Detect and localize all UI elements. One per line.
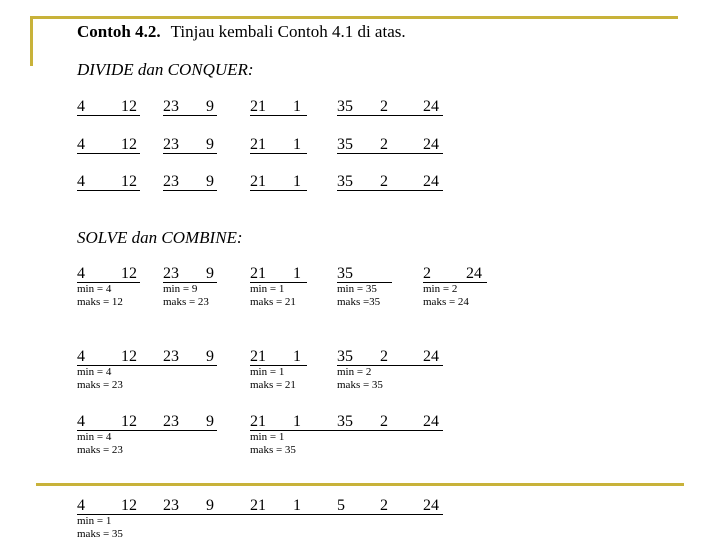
solve-number: 1 (293, 413, 301, 430)
minmax-annotation (77, 515, 123, 541)
minmax-annotation (77, 283, 123, 309)
solve-number: 35 (337, 265, 353, 282)
maks-value: maks = 23 (77, 444, 123, 456)
min-value: min = 1 (250, 283, 285, 295)
divide-underline (77, 153, 140, 154)
minmax-annotation (250, 283, 296, 309)
minmax-annotation (77, 431, 123, 457)
solve-underline (77, 514, 443, 515)
divide-number: 2 (380, 98, 388, 115)
min-value: min = 4 (77, 283, 112, 295)
solve-heading: SOLVE dan COMBINE: (77, 228, 243, 247)
divide-number: 1 (293, 173, 301, 190)
divide-number: 1 (293, 98, 301, 115)
frame-left-bar (30, 16, 33, 66)
solve-number: 35 (337, 413, 353, 430)
min-value: min = 2 (337, 366, 372, 378)
divide-underline (337, 115, 443, 116)
solve-number: 23 (163, 497, 179, 514)
maks-value: maks = 23 (163, 296, 209, 308)
min-value: min = 1 (250, 431, 285, 443)
min-value: min = 1 (250, 366, 285, 378)
divide-number: 21 (250, 136, 266, 153)
example-title (77, 22, 406, 42)
divide-number: 23 (163, 136, 179, 153)
solve-number: 23 (163, 413, 179, 430)
solve-number: 21 (250, 265, 266, 282)
min-value: min = 1 (77, 515, 112, 527)
divide-number: 35 (337, 98, 353, 115)
solve-number: 21 (250, 413, 266, 430)
solve-number: 1 (293, 497, 301, 514)
divide-underline (163, 115, 217, 116)
divide-number: 23 (163, 98, 179, 115)
divide-number: 2 (380, 136, 388, 153)
divide-underline (163, 153, 217, 154)
solve-number: 9 (206, 348, 214, 365)
divide-number: 4 (77, 98, 85, 115)
divide-heading: DIVIDE dan CONQUER: (77, 60, 254, 79)
min-value: min = 9 (163, 283, 198, 295)
solve-number: 1 (293, 265, 301, 282)
solve-number: 35 (337, 348, 353, 365)
maks-value: maks =35 (337, 296, 381, 308)
divide-number: 4 (77, 173, 85, 190)
solve-number: 9 (206, 413, 214, 430)
solve-number: 2 (380, 413, 388, 430)
example-text: Tinjau kembali Contoh 4.1 di atas. (170, 22, 406, 41)
divide-underline (77, 115, 140, 116)
solve-number: 5 (337, 497, 345, 514)
maks-value: maks = 35 (250, 444, 296, 456)
divide-number: 24 (423, 136, 439, 153)
solve-number: 21 (250, 497, 266, 514)
divide-number: 9 (206, 136, 214, 153)
maks-value: maks = 23 (77, 379, 123, 391)
solve-number: 23 (163, 348, 179, 365)
divide-number: 9 (206, 173, 214, 190)
divide-number: 21 (250, 173, 266, 190)
frame-bottom-line (36, 483, 684, 486)
divide-number: 21 (250, 98, 266, 115)
solve-number: 4 (77, 348, 85, 365)
divide-number: 12 (121, 136, 137, 153)
min-value: min = 4 (77, 366, 112, 378)
minmax-annotation (163, 283, 209, 309)
solve-number: 24 (466, 265, 482, 282)
solve-number: 12 (121, 265, 137, 282)
divide-number: 2 (380, 173, 388, 190)
solve-number: 12 (121, 413, 137, 430)
solve-number: 4 (77, 413, 85, 430)
min-value: min = 35 (337, 283, 377, 295)
solve-number: 24 (423, 413, 439, 430)
divide-number: 24 (423, 173, 439, 190)
solve-number: 9 (206, 265, 214, 282)
minmax-annotation (250, 431, 296, 457)
solve-number: 21 (250, 348, 266, 365)
min-value: min = 4 (77, 431, 112, 443)
divide-number: 24 (423, 98, 439, 115)
minmax-annotation (77, 366, 123, 392)
divide-underline (337, 153, 443, 154)
frame-top-line (30, 16, 678, 19)
solve-number: 12 (121, 348, 137, 365)
divide-number: 35 (337, 136, 353, 153)
min-value: min = 2 (423, 283, 458, 295)
solve-number: 1 (293, 348, 301, 365)
divide-number: 12 (121, 98, 137, 115)
example-label: Contoh 4.2. (77, 22, 161, 41)
minmax-annotation (423, 283, 469, 309)
divide-underline (337, 190, 443, 191)
maks-value: maks = 35 (77, 528, 123, 540)
divide-underline (77, 190, 140, 191)
divide-number: 12 (121, 173, 137, 190)
divide-underline (163, 190, 217, 191)
divide-underline (250, 115, 307, 116)
maks-value: maks = 24 (423, 296, 469, 308)
divide-number: 23 (163, 173, 179, 190)
solve-number: 24 (423, 348, 439, 365)
solve-number: 12 (121, 497, 137, 514)
solve-number: 4 (77, 497, 85, 514)
divide-number: 35 (337, 173, 353, 190)
maks-value: maks = 12 (77, 296, 123, 308)
maks-value: maks = 35 (337, 379, 383, 391)
divide-underline (250, 190, 307, 191)
solve-number: 24 (423, 497, 439, 514)
minmax-annotation (337, 283, 380, 309)
solve-number: 2 (380, 497, 388, 514)
divide-underline (250, 153, 307, 154)
minmax-annotation (250, 366, 296, 392)
maks-value: maks = 21 (250, 296, 296, 308)
divide-number: 1 (293, 136, 301, 153)
solve-number: 9 (206, 497, 214, 514)
solve-number: 23 (163, 265, 179, 282)
maks-value: maks = 21 (250, 379, 296, 391)
solve-number: 2 (380, 348, 388, 365)
minmax-annotation (337, 366, 383, 392)
solve-number: 2 (423, 265, 431, 282)
solve-number: 4 (77, 265, 85, 282)
divide-number: 9 (206, 98, 214, 115)
divide-number: 4 (77, 136, 85, 153)
